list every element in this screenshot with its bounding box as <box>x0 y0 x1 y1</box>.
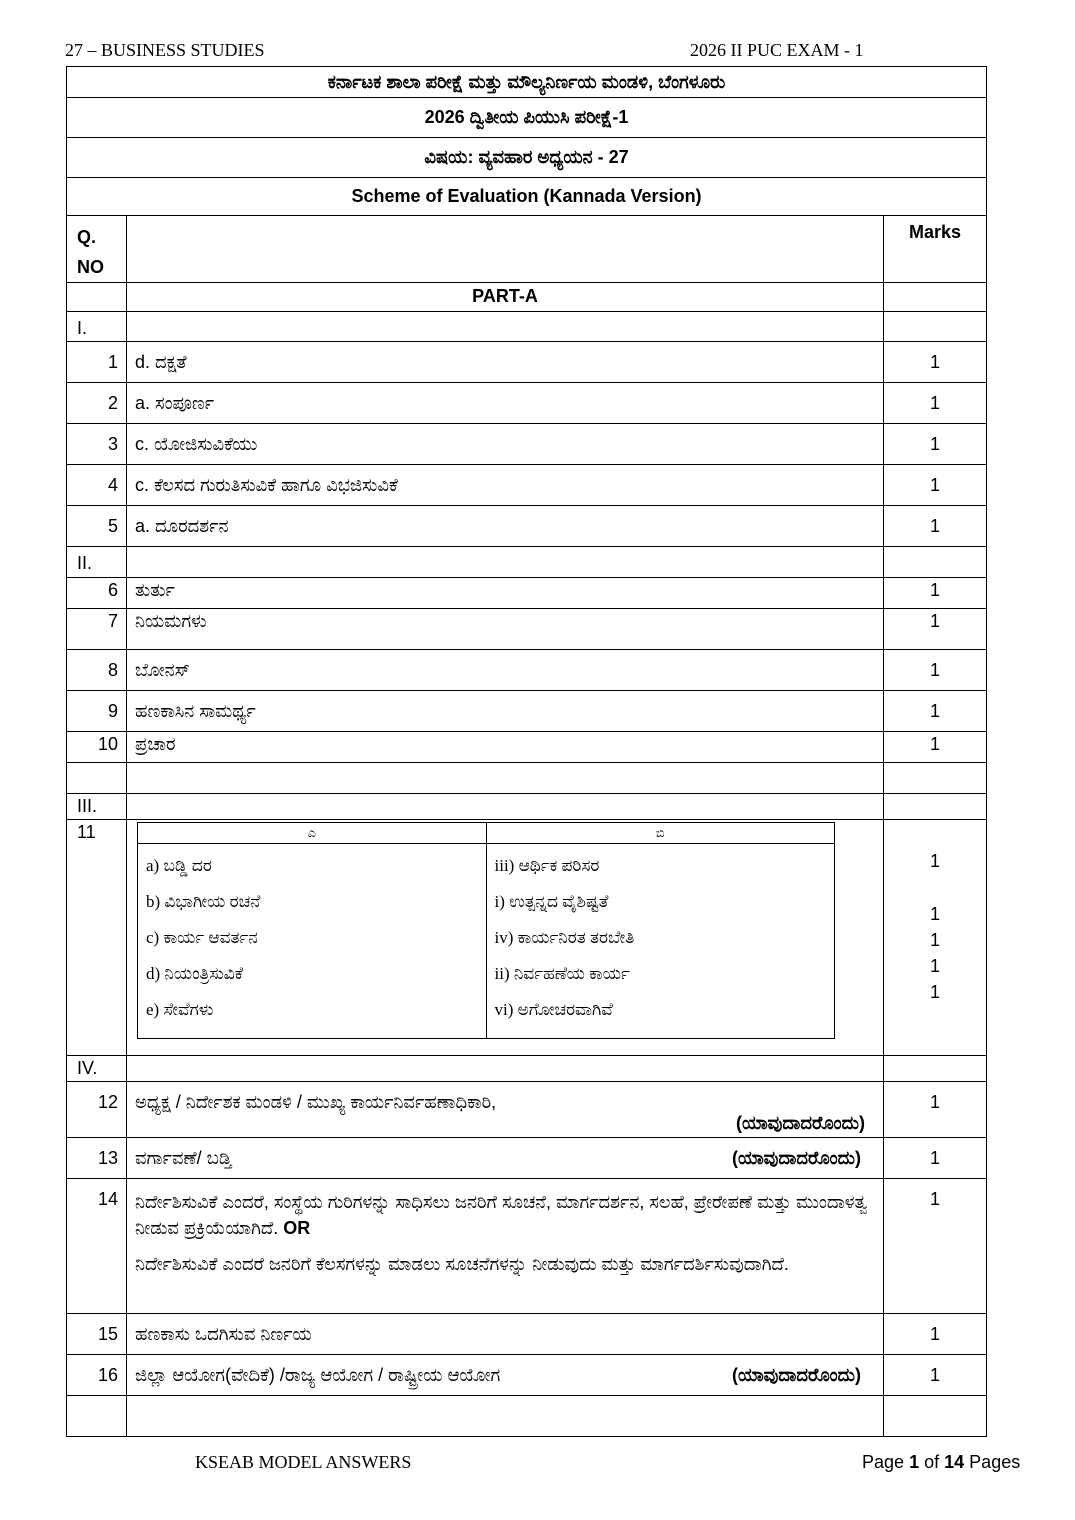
marks-value: 1 <box>884 1355 987 1396</box>
table-row <box>67 691 987 732</box>
answer-text: ಪ್ರಚಾರ <box>127 732 884 763</box>
answer-text: c. ಕೆಲಸದ ಗುರುತಿಸುವಿಕೆ ಹಾಗೂ ವಿಭಜಿಸುವಿಕೆ <box>127 465 884 506</box>
answer-text <box>127 1355 884 1396</box>
marks-value: 1 <box>884 342 987 383</box>
answer-text <box>127 1082 884 1138</box>
question-number: 1 <box>67 342 127 383</box>
answer-text: a. ಸಂಪೂರ್ಣ <box>127 383 884 424</box>
answer-header <box>127 216 884 283</box>
or-separator: OR <box>283 1218 311 1238</box>
answer-line: ಅಧ್ಯಕ್ಷ / ನಿರ್ದೇಶಕ ಮಂಡಳಿ / ಮುಖ್ಯ ಕಾರ್ಯನಿರ್ವಹಣಾಧಿಕಾರಿ, <box>135 1092 497 1112</box>
table-row <box>67 732 987 763</box>
empty-row <box>67 1396 987 1437</box>
table-row <box>67 1355 987 1396</box>
match-table <box>137 822 835 1039</box>
table-row <box>67 1314 987 1355</box>
match-item-a: d) ನಿಯಂತ್ರಿಸುವಿಕೆ <box>146 964 244 983</box>
answer-text: c. ಯೋಜಿಸುವಿಕೆಯು <box>127 424 884 465</box>
answer-text <box>127 1179 884 1314</box>
answer-line: ವರ್ಗಾವಣೆ/ ಬಡ್ತಿ <box>135 1148 232 1168</box>
table-row <box>67 424 987 465</box>
match-item-a: c) ಕಾರ್ಯ ಆವರ್ತನ <box>146 928 258 947</box>
answer-line: ಜಿಲ್ಲಾ ಆಯೋಗ(ವೇದಿಕೆ) /ರಾಜ್ಯ ಆಯೋಗ / ರಾಷ್ಟ್ರೀಯ ಆಯೋಗ <box>135 1365 501 1385</box>
header-subject: 27 – BUSINESS STUDIES <box>65 40 265 60</box>
marks-value: 1 <box>884 424 987 465</box>
table-row <box>67 578 987 609</box>
match-item-b: iii) ಆರ್ಥಿಕ ಪರಿಸರ <box>494 856 600 875</box>
qno-header-line1: Q. <box>77 227 97 247</box>
question-number: 12 <box>67 1082 127 1138</box>
header-exam: 2026 II PUC EXAM - 1 <box>690 40 864 60</box>
question-number: 10 <box>67 732 127 763</box>
column-a <box>138 844 487 1039</box>
marks-header: Marks <box>884 216 987 283</box>
question-number: 7 <box>67 609 127 650</box>
table-row <box>67 1082 987 1138</box>
marks-value: 1 <box>884 691 987 732</box>
question-number: 8 <box>67 650 127 691</box>
column-b-header: ಬಿ <box>486 823 835 844</box>
marks-value: 1 <box>884 732 987 763</box>
question-number: 2 <box>67 383 127 424</box>
marks-value: 1 <box>884 609 987 650</box>
table-row <box>67 383 987 424</box>
match-item-b: ii) ನಿರ್ವಹಣೆಯ ಕಾರ್ಯ <box>494 964 630 983</box>
match-item-b: i) ಉತ್ಪನ್ನದ ವೈಶಿಷ್ಟತೆ <box>494 892 609 911</box>
answer-text: ತುರ್ತು <box>127 578 884 609</box>
scheme-title: Scheme of Evaluation (Kannada Version) <box>67 178 987 216</box>
question-number: 15 <box>67 1314 127 1355</box>
marks-value <box>884 820 987 1056</box>
match-item-a: e) ಸೇವೆಗಳು <box>146 1000 214 1019</box>
section-label: IV. <box>67 1056 127 1082</box>
section-label: II. <box>67 547 127 578</box>
answer-text: ಬೋನಸ್ <box>127 650 884 691</box>
match-item-b: iv) ಕಾರ್ಯನಿರತ ತರಬೇತಿ <box>494 928 635 947</box>
marks-value: 1 <box>884 1179 987 1314</box>
answer-paragraph-2: ನಿರ್ದೇಶಿಸುವಿಕೆ ಎಂದರೆ ಜನರಿಗೆ ಕೆಲಸಗಳನ್ನು ಮಾಡಲು ಸೂಚನೆಗಳನ್ನು ನೀಡುವುದು ಮತ್ತು ಮಾರ್ಗದರ್ಶಿಸುವುದಾಗಿದೆ. <box>135 1254 789 1274</box>
any-one-note: (ಯಾವುದಾದರೊಂದು) <box>732 1148 861 1168</box>
page-total: 14 <box>944 1452 965 1472</box>
board-title: ಕರ್ನಾಟಕ ಶಾಲಾ ಪರೀಕ್ಷೆ ಮತ್ತು ಮೌಲ್ಯನಿರ್ಣಯ ಮಂಡಳಿ, ಬೆಂಗಳೂರು <box>67 67 987 98</box>
table-row <box>67 820 987 1056</box>
part-a-heading: PART-A <box>127 283 884 312</box>
page-prefix: Page <box>862 1452 905 1472</box>
match-cell <box>127 820 884 1056</box>
mark-d: 1 <box>930 956 941 976</box>
question-number: 6 <box>67 578 127 609</box>
section-label: III. <box>67 794 127 820</box>
table-row <box>67 465 987 506</box>
answer-text: ನಿಯಮಗಳು <box>127 609 884 650</box>
marks-value: 1 <box>884 1314 987 1355</box>
match-item-b: vi) ಅಗೋಚರವಾಗಿವೆ <box>494 1000 613 1019</box>
marks-value: 1 <box>884 1138 987 1179</box>
exam-title: 2026 ದ್ವಿತೀಯ ಪಿಯುಸಿ ಪರೀಕ್ಷೆ-1 <box>67 98 987 138</box>
page-indicator <box>862 1452 1020 1473</box>
match-item-a: b) ವಿಭಾಗೀಯ ರಚನೆ <box>146 892 261 911</box>
answer-paragraph-1: ನಿರ್ದೇಶಿಸುವಿಕೆ ಎಂದರೆ, ಸಂಸ್ಥೆಯ ಗುರಿಗಳನ್ನು ಸಾಧಿಸಲು ಜನರಿಗೆ ಸೂಚನೆ, ಮಾರ್ಗದರ್ಶನ, ಸಲಹೆ, ಪ್ರೇರೇಪಣೆ ಮತ್ತು ಮುಂದಾಳತ್ವ ನೀಡುವ ಪ್ರಕ್ರಿಯೆಯಾಗಿದೆ. <box>135 1192 868 1238</box>
any-one-note: (ಯಾವುದಾದರೊಂದು) <box>736 1113 865 1133</box>
qno-header-line2: NO <box>77 257 104 277</box>
marks-value: 1 <box>884 1082 987 1138</box>
table-row <box>67 506 987 547</box>
qno-header <box>67 216 127 283</box>
marks-value: 1 <box>884 383 987 424</box>
question-number: 4 <box>67 465 127 506</box>
marks-value: 1 <box>884 465 987 506</box>
marks-value: 1 <box>884 650 987 691</box>
section-label: I. <box>67 312 127 342</box>
evaluation-table <box>66 66 987 1437</box>
any-one-note: (ಯಾವುದಾದರೊಂದು) <box>732 1365 861 1385</box>
answer-text: ಹಣಕಾಸು ಒದಗಿಸುವ ನಿರ್ಣಯ <box>127 1314 884 1355</box>
mark-c: 1 <box>930 930 941 950</box>
match-item-a: a) ಬಡ್ಡಿ ದರ <box>146 856 212 875</box>
table-row <box>67 650 987 691</box>
mark-e: 1 <box>930 982 941 1002</box>
marks-value: 1 <box>884 578 987 609</box>
answer-text: a. ದೂರದರ್ಶನ <box>127 506 884 547</box>
footer-label: KSEAB MODEL ANSWERS <box>195 1452 412 1472</box>
question-number: 9 <box>67 691 127 732</box>
answer-text <box>127 1138 884 1179</box>
marks-value: 1 <box>884 506 987 547</box>
table-row <box>67 1179 987 1314</box>
page-number: 1 <box>909 1452 920 1472</box>
answer-text: ಹಣಕಾಸಿನ ಸಾಮರ್ಥ್ಯ <box>127 691 884 732</box>
column-b <box>486 844 835 1039</box>
empty-row <box>67 763 987 794</box>
column-a-header: ಎ <box>138 823 487 844</box>
question-number: 14 <box>67 1179 127 1314</box>
question-number: 16 <box>67 1355 127 1396</box>
page-of: of <box>924 1452 940 1472</box>
subject-title: ವಿಷಯ: ವ್ಯವಹಾರ ಅಧ್ಯಯನ - 27 <box>67 138 987 178</box>
question-number: 3 <box>67 424 127 465</box>
question-number: 5 <box>67 506 127 547</box>
mark-b: 1 <box>930 904 941 924</box>
question-number: 13 <box>67 1138 127 1179</box>
mark-a: 1 <box>930 851 941 871</box>
table-row <box>67 1138 987 1179</box>
table-row <box>67 342 987 383</box>
table-header-row <box>67 216 987 283</box>
question-number: 11 <box>67 820 127 1056</box>
answer-text: d. ದಕ್ಷತೆ <box>127 342 884 383</box>
page-suffix: Pages <box>969 1452 1021 1472</box>
table-row <box>67 609 987 650</box>
